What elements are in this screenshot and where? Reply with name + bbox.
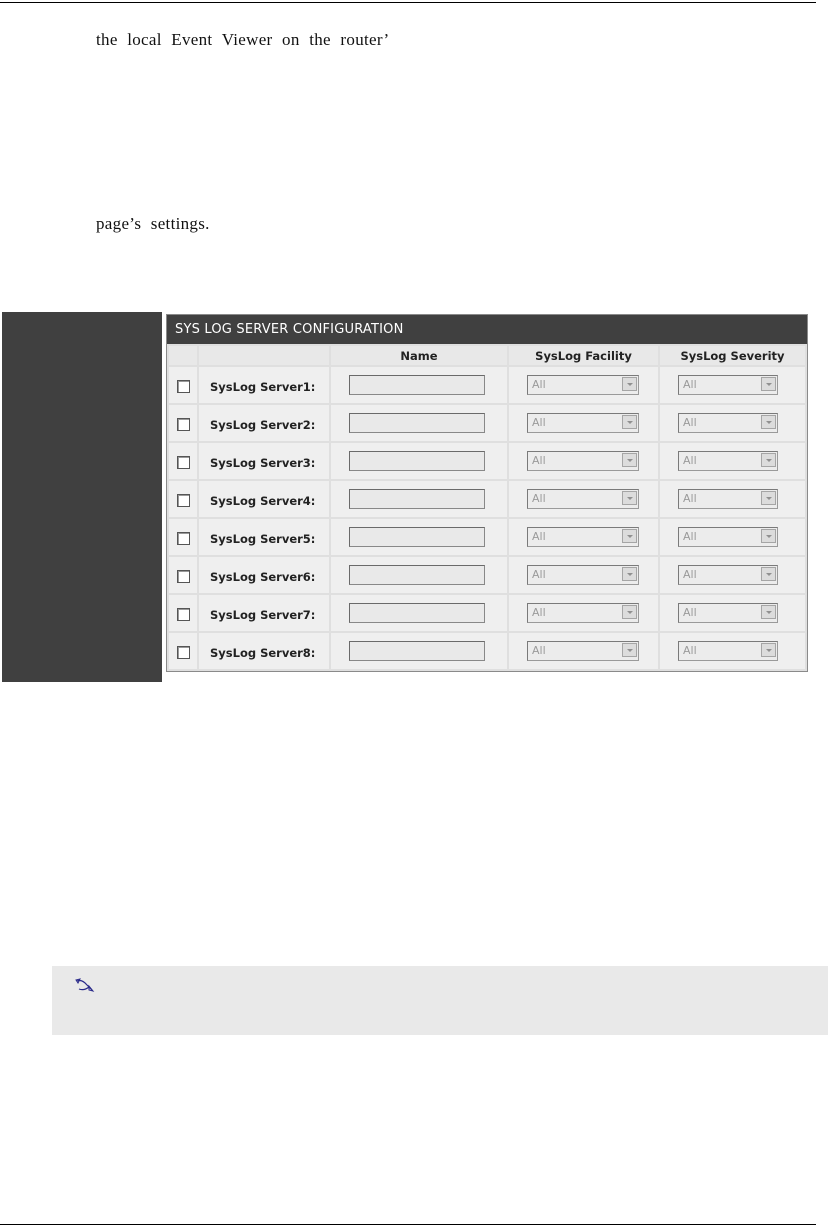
severity-select[interactable]	[678, 489, 778, 509]
facility-value: All	[532, 378, 546, 391]
chevron-down-icon[interactable]	[622, 491, 637, 505]
server-label: SysLog Server4:	[210, 493, 316, 508]
server-enable-checkbox[interactable]	[177, 494, 190, 507]
facility-value: All	[532, 416, 546, 429]
row-check-cell	[169, 595, 197, 631]
row-check-cell	[169, 405, 197, 441]
facility-value: All	[532, 492, 546, 505]
severity-value: All	[683, 568, 697, 581]
row-label-cell	[199, 481, 329, 517]
row-severity-cell	[660, 557, 805, 593]
server-enable-checkbox[interactable]	[177, 380, 190, 393]
severity-select[interactable]	[678, 375, 778, 395]
row-name-cell	[331, 595, 507, 631]
chevron-down-icon[interactable]	[622, 605, 637, 619]
severity-select[interactable]	[678, 603, 778, 623]
table-row	[169, 595, 805, 631]
row-severity-cell	[660, 633, 805, 669]
severity-value: All	[683, 492, 697, 505]
row-name-cell	[331, 557, 507, 593]
row-check-cell	[169, 481, 197, 517]
server-name-input[interactable]	[349, 489, 485, 509]
server-name-input[interactable]	[349, 565, 485, 585]
chevron-down-icon[interactable]	[622, 415, 637, 429]
severity-value: All	[683, 606, 697, 619]
row-name-cell	[331, 367, 507, 403]
row-check-cell	[169, 519, 197, 555]
row-facility-cell	[509, 519, 658, 555]
table-row	[169, 519, 805, 555]
severity-select[interactable]	[678, 527, 778, 547]
server-label: SysLog Server1:	[210, 379, 316, 394]
chevron-down-icon[interactable]	[622, 567, 637, 581]
server-name-input[interactable]	[349, 375, 485, 395]
facility-value: All	[532, 606, 546, 619]
chevron-down-icon[interactable]	[622, 377, 637, 391]
document-text-line-1: the local Event Viewer on the router’	[96, 30, 390, 49]
server-label: SysLog Server2:	[210, 417, 316, 432]
table-header-row	[169, 346, 805, 365]
facility-value: All	[532, 454, 546, 467]
top-rule	[0, 2, 816, 3]
row-label-cell	[199, 595, 329, 631]
chevron-down-icon[interactable]	[761, 529, 776, 543]
server-label: SysLog Server6:	[210, 569, 316, 584]
row-name-cell	[331, 405, 507, 441]
row-check-cell	[169, 633, 197, 669]
facility-value: All	[532, 644, 546, 657]
facility-select[interactable]	[527, 603, 639, 623]
row-severity-cell	[660, 481, 805, 517]
server-name-input[interactable]	[349, 413, 485, 433]
note-pencil-icon	[74, 976, 96, 994]
facility-select[interactable]	[527, 527, 639, 547]
facility-select[interactable]	[527, 375, 639, 395]
table-row	[169, 633, 805, 669]
table-row	[169, 557, 805, 593]
severity-select[interactable]	[678, 413, 778, 433]
row-label-cell	[199, 443, 329, 479]
facility-value: All	[532, 530, 546, 543]
row-severity-cell	[660, 405, 805, 441]
row-facility-cell	[509, 405, 658, 441]
facility-select[interactable]	[527, 413, 639, 433]
row-name-cell	[331, 443, 507, 479]
row-facility-cell	[509, 595, 658, 631]
row-facility-cell	[509, 557, 658, 593]
facility-select[interactable]	[527, 489, 639, 509]
chevron-down-icon[interactable]	[761, 567, 776, 581]
chevron-down-icon[interactable]	[761, 377, 776, 391]
note-box	[52, 966, 828, 1035]
row-check-cell	[169, 557, 197, 593]
header-check-cell	[169, 346, 197, 365]
row-check-cell	[169, 367, 197, 403]
row-facility-cell	[509, 443, 658, 479]
row-severity-cell	[660, 443, 805, 479]
row-label-cell	[199, 557, 329, 593]
row-label-cell	[199, 519, 329, 555]
server-name-input[interactable]	[349, 641, 485, 661]
header-name: Name	[331, 346, 507, 365]
severity-value: All	[683, 416, 697, 429]
row-severity-cell	[660, 519, 805, 555]
chevron-down-icon[interactable]	[622, 643, 637, 657]
header-label-cell	[199, 346, 329, 365]
chevron-down-icon[interactable]	[761, 491, 776, 505]
severity-value: All	[683, 454, 697, 467]
syslog-server-table	[167, 344, 807, 671]
row-label-cell	[199, 367, 329, 403]
server-label: SysLog Server7:	[210, 607, 316, 622]
facility-select[interactable]	[527, 641, 639, 661]
bottom-rule	[0, 1224, 816, 1225]
header-facility: SysLog Facility	[509, 346, 658, 365]
table-row	[169, 443, 805, 479]
chevron-down-icon[interactable]	[761, 605, 776, 619]
severity-select[interactable]	[678, 565, 778, 585]
server-enable-checkbox[interactable]	[177, 456, 190, 469]
server-enable-checkbox[interactable]	[177, 532, 190, 545]
facility-value: All	[532, 568, 546, 581]
table-row	[169, 481, 805, 517]
row-facility-cell	[509, 633, 658, 669]
severity-select[interactable]	[678, 641, 778, 661]
facility-select[interactable]	[527, 565, 639, 585]
severity-value: All	[683, 644, 697, 657]
header-severity: SysLog Severity	[660, 346, 805, 365]
server-enable-checkbox[interactable]	[177, 646, 190, 659]
row-name-cell	[331, 481, 507, 517]
server-label: SysLog Server8:	[210, 645, 316, 660]
row-facility-cell	[509, 367, 658, 403]
syslog-server-configuration-panel	[166, 314, 808, 672]
severity-value: All	[683, 530, 697, 543]
chevron-down-icon[interactable]	[761, 643, 776, 657]
row-severity-cell	[660, 367, 805, 403]
server-name-input[interactable]	[349, 451, 485, 471]
server-name-input[interactable]	[349, 603, 485, 623]
row-label-cell	[199, 405, 329, 441]
chevron-down-icon[interactable]	[761, 453, 776, 467]
row-name-cell	[331, 519, 507, 555]
severity-value: All	[683, 378, 697, 391]
server-label: SysLog Server5:	[210, 531, 316, 546]
table-row	[169, 405, 805, 441]
server-enable-checkbox[interactable]	[177, 570, 190, 583]
server-name-input[interactable]	[349, 527, 485, 547]
chevron-down-icon[interactable]	[622, 453, 637, 467]
screenshot-sidebar-panel	[2, 312, 162, 682]
document-text-line-2: page’s settings.	[96, 214, 210, 233]
row-name-cell	[331, 633, 507, 669]
server-label: SysLog Server3:	[210, 455, 316, 470]
row-facility-cell	[509, 481, 658, 517]
chevron-down-icon[interactable]	[761, 415, 776, 429]
server-enable-checkbox[interactable]	[177, 608, 190, 621]
config-title: SYS LOG SERVER CONFIGURATION	[167, 315, 807, 344]
facility-select[interactable]	[527, 451, 639, 471]
server-enable-checkbox[interactable]	[177, 418, 190, 431]
row-label-cell	[199, 633, 329, 669]
row-severity-cell	[660, 595, 805, 631]
row-check-cell	[169, 443, 197, 479]
severity-select[interactable]	[678, 451, 778, 471]
table-row	[169, 367, 805, 403]
chevron-down-icon[interactable]	[622, 529, 637, 543]
